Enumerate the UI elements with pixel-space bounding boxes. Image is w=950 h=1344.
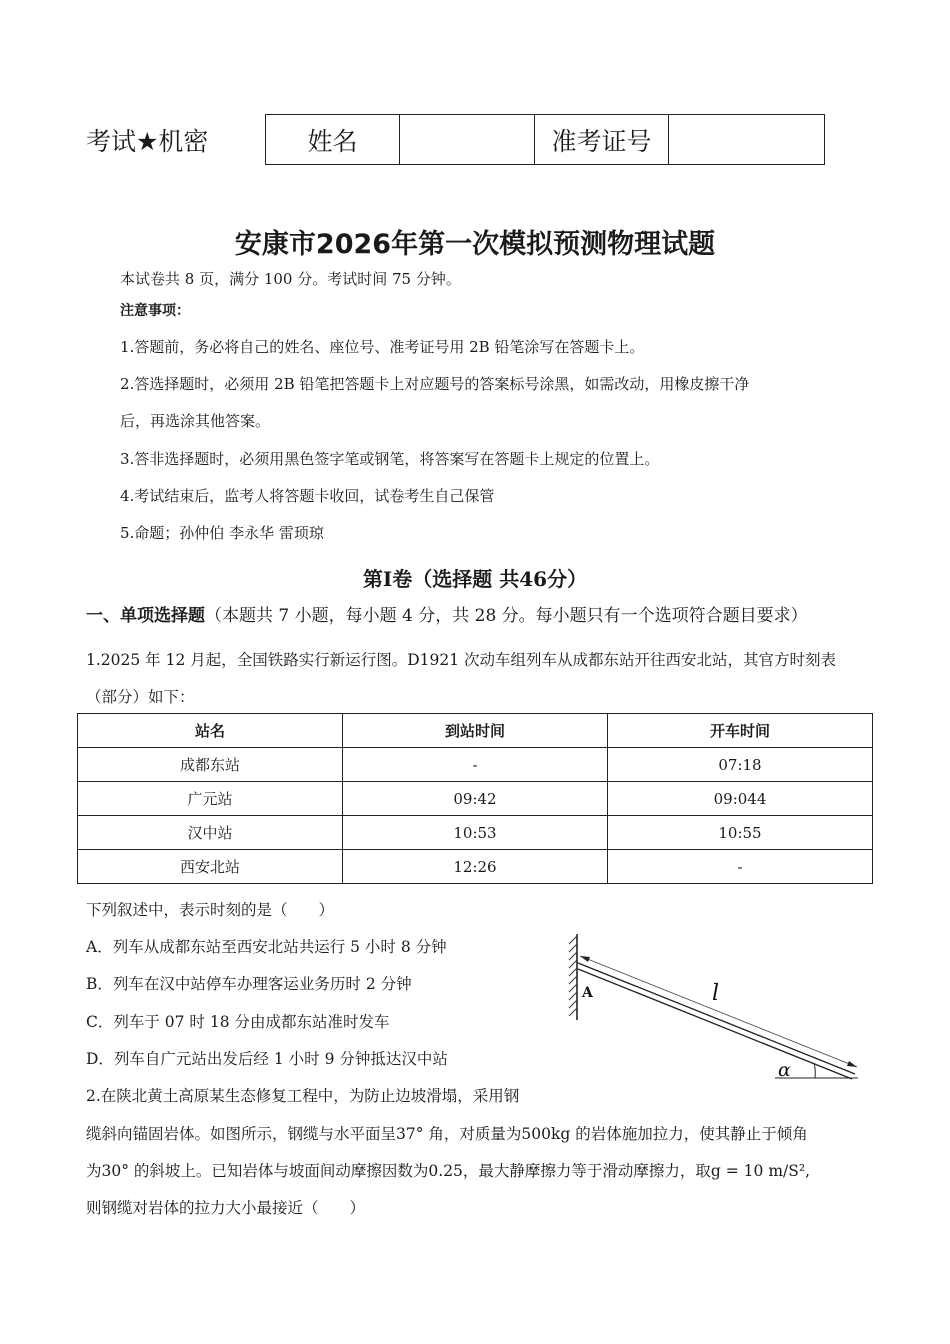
part-label: 一、单项选择题 xyxy=(86,606,205,626)
note-item: 4.考试结束后，监考人将答题卡收回，试卷考生自己保管 xyxy=(120,487,495,505)
q1-question: 下列叙述中，表示时刻的是（ ） xyxy=(86,901,335,919)
exam-intro: 本试卷共 8 页，满分 100 分。考试时间 75 分钟。 xyxy=(120,270,461,288)
wall-hatching xyxy=(569,936,577,1016)
note-item: 1.答题前，务必将自己的姓名、座位号、准考证号用 2B 铅笔涂写在答题卡上。 xyxy=(120,338,645,356)
table-cell: 12:26 xyxy=(343,850,608,884)
length-dimension-line xyxy=(580,956,857,1067)
q1-stem-line1: 1.2025 年 12 月起，全国铁路实行新运行图。D1921 次动车组列车从成都东站开往西安北站，其官方时刻表 xyxy=(86,651,837,669)
note-item: 2.答选择题时，必须用 2B 铅笔把答题卡上对应题号的答案标号涂黑，如需改动，用橡皮擦干净 xyxy=(120,375,750,393)
notes-heading: 注意事项： xyxy=(120,303,190,319)
note-item: 后，再选涂其他答案。 xyxy=(120,412,271,430)
q2-line4: 则钢缆对岩体的拉力大小最接近（ ） xyxy=(86,1199,366,1217)
exam-title: 安康市2026年第一次模拟预测物理试题 xyxy=(234,229,716,260)
table-row xyxy=(78,782,873,816)
table-cell: - xyxy=(343,748,608,782)
exam-number-label: 准考证号 xyxy=(535,115,669,164)
table-cell: 09:42 xyxy=(343,782,608,816)
table-cell: 广元站 xyxy=(78,782,343,816)
angle-label: α xyxy=(778,1059,791,1081)
q2-line3: 为30° 的斜坡上。已知岩体与坡面间动摩擦因数为0.25，最大静摩擦力等于滑动摩擦力，取g = 10 m/S², xyxy=(86,1162,811,1180)
q1-stem-line2: （部分）如下： xyxy=(86,688,195,706)
q1-option-a: A．列车从成都东站至西安北站共运行 5 小时 8 分钟 xyxy=(86,938,447,956)
confidential-label: 考试★机密 xyxy=(86,127,209,156)
name-label: 姓名 xyxy=(266,115,400,164)
q1-option-d: D．列车自广元站出发后经 1 小时 9 分钟抵达汉中站 xyxy=(86,1050,448,1068)
table-cell: 07:18 xyxy=(608,748,873,782)
candidate-info-box xyxy=(265,114,825,165)
table-cell: 09:044 xyxy=(608,782,873,816)
table-row xyxy=(78,850,873,884)
table-cell: 成都东站 xyxy=(78,748,343,782)
angle-arc xyxy=(814,1063,815,1078)
name-field[interactable] xyxy=(400,115,535,164)
exam-number-field[interactable] xyxy=(669,115,824,164)
q1-option-c: C．列车于 07 时 18 分由成都东站准时发车 xyxy=(86,1013,390,1031)
note-item: 5.命题；孙仲伯 李永华 雷顼琼 xyxy=(120,524,324,542)
table-row xyxy=(78,816,873,850)
q2-line1: 2.在陕北黄土高原某生态修复工程中，为防止边坡滑塌，采用钢 xyxy=(86,1087,520,1105)
table-cell: 西安北站 xyxy=(78,850,343,884)
column-header-arrival: 到站时间 xyxy=(343,714,608,748)
q1-option-b: B．列车在汉中站停车办理客运业务历时 2 分钟 xyxy=(86,975,412,993)
part-heading xyxy=(86,601,808,626)
column-header-station: 站名 xyxy=(78,714,343,748)
table-cell: 10:53 xyxy=(343,816,608,850)
column-header-departure: 开车时间 xyxy=(608,714,873,748)
table-cell: 汉中站 xyxy=(78,816,343,850)
table-row xyxy=(78,748,873,782)
q2-line2: 缆斜向锚固岩体。如图所示，钢缆与水平面呈37° 角，对质量为500kg 的岩体施加拉力，使其静止于倾角 xyxy=(86,1125,808,1143)
rod-top-edge xyxy=(578,963,855,1074)
dimension-arrow-right xyxy=(847,1061,857,1067)
rod-figure xyxy=(560,928,870,1088)
dimension-arrow-left xyxy=(580,956,590,962)
section-title: 第Ⅰ卷（选择题 共46分） xyxy=(362,567,588,591)
table-header-row xyxy=(78,714,873,748)
point-a-label: A xyxy=(582,985,593,1001)
length-label: l xyxy=(712,981,720,1006)
part-description: （本题共 7 小题，每小题 4 分，共 28 分。每小题只有一个选项符合题目要求） xyxy=(205,606,808,626)
timetable xyxy=(77,713,873,884)
note-item: 3.答非选择题时，必须用黑色签字笔或钢笔，将答案写在答题卡上规定的位置上。 xyxy=(120,450,660,468)
table-cell: 10:55 xyxy=(608,816,873,850)
table-cell: - xyxy=(608,850,873,884)
